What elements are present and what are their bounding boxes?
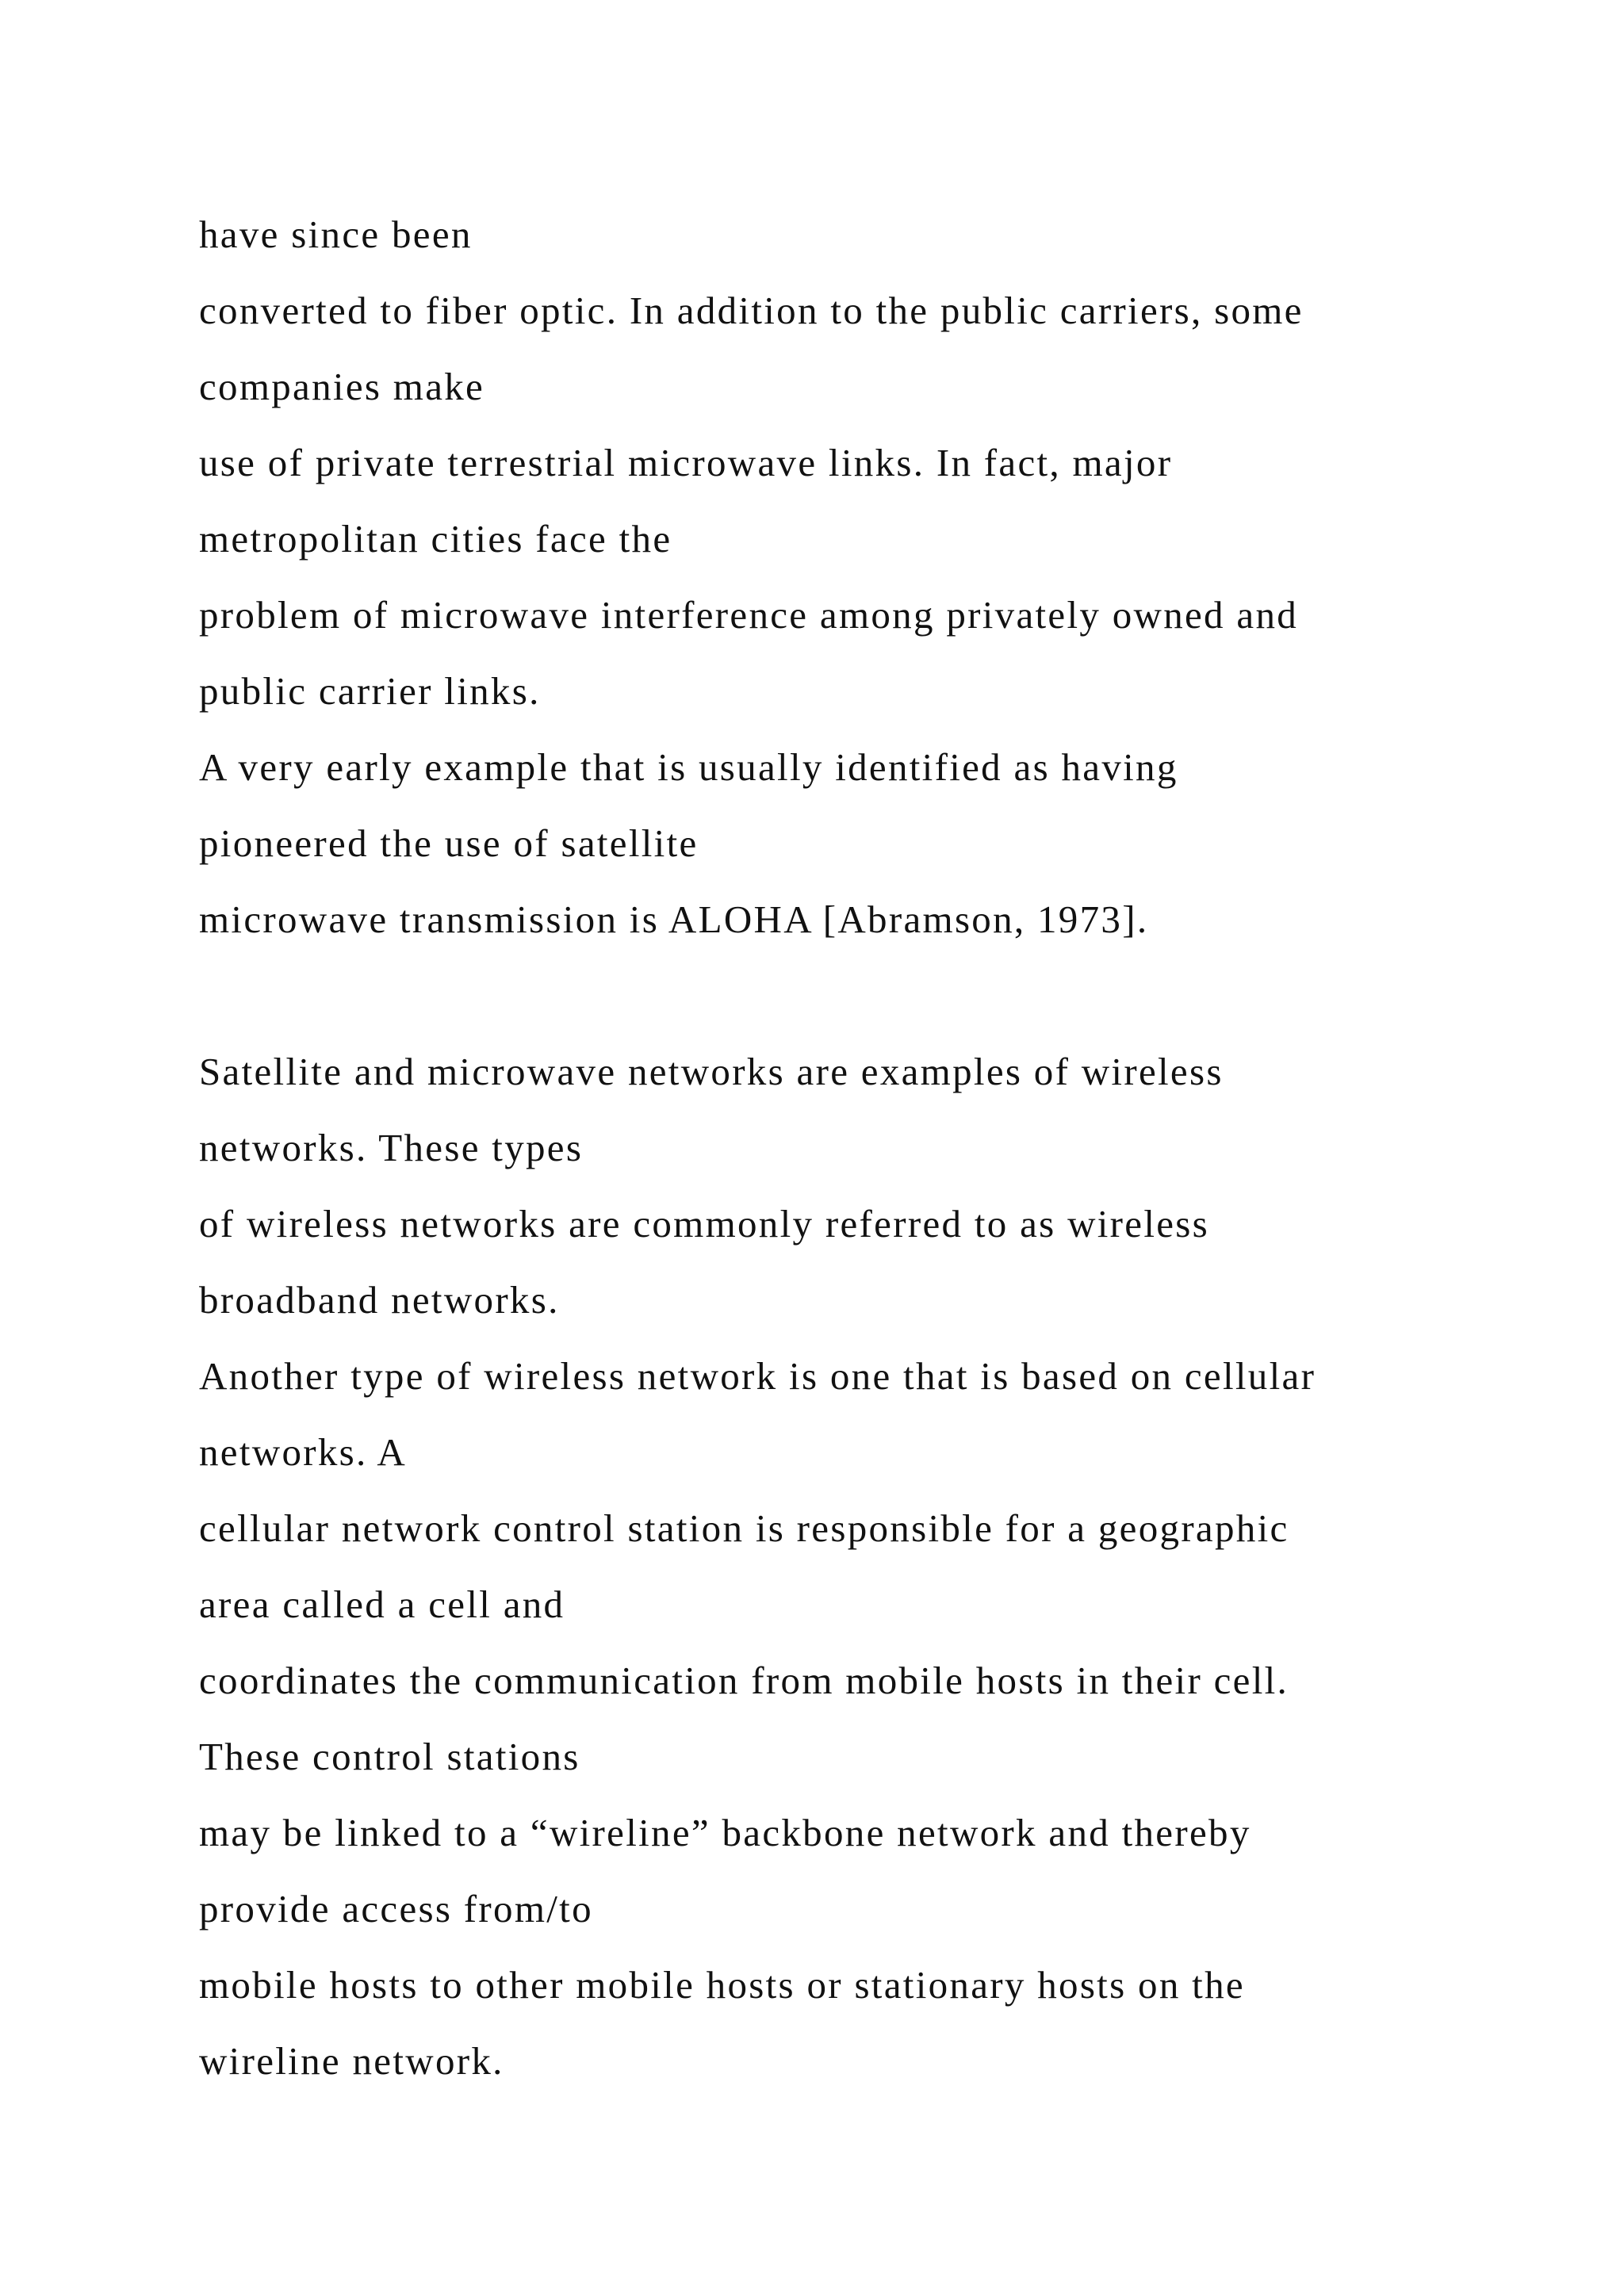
text-line: mobile hosts to other mobile hosts or stationary hosts on the: [199, 1963, 1245, 2007]
document-body: [199, 197, 1563, 2099]
text-line: use of private terrestrial microwave links. In fact, major: [199, 441, 1173, 484]
text-line: coordinates the communication from mobile hosts in their cell.: [199, 1659, 1289, 1702]
text-line: public carrier links.: [199, 669, 541, 713]
text-line: of wireless networks are commonly referred to as wireless: [199, 1202, 1210, 1246]
text-line: A very early example that is usually identified as having: [199, 745, 1178, 789]
paragraph-2: [199, 1034, 1563, 2099]
text-line: converted to fiber optic. In addition to the public carriers, some: [199, 289, 1304, 332]
text-line: problem of microwave interference among privately owned and: [199, 593, 1299, 637]
text-line: companies make: [199, 365, 485, 408]
text-line: Another type of wireless network is one that is based on cellular: [199, 1354, 1316, 1398]
paragraph-gap: [199, 958, 1563, 1034]
text-line: broadband networks.: [199, 1278, 560, 1322]
text-line: Satellite and microwave networks are examples of wireless: [199, 1050, 1224, 1093]
text-line: pioneered the use of satellite: [199, 821, 699, 865]
text-line: may be linked to a “wireline” backbone network and thereby: [199, 1811, 1251, 1854]
text-line: area called a cell and: [199, 1582, 565, 1626]
paragraph-1: [199, 197, 1563, 958]
text-line: wireline network.: [199, 2039, 504, 2083]
text-line: provide access from/to: [199, 1887, 593, 1931]
text-line: metropolitan cities face the: [199, 517, 672, 561]
text-line: networks. A: [199, 1430, 408, 1474]
text-line: microwave transmission is ALOHA [Abramson, 1973].: [199, 897, 1149, 941]
text-line: cellular network control station is responsible for a geographic: [199, 1506, 1289, 1550]
text-line: have since been: [199, 212, 473, 256]
text-line: networks. These types: [199, 1126, 584, 1169]
text-line: These control stations: [199, 1735, 580, 1778]
